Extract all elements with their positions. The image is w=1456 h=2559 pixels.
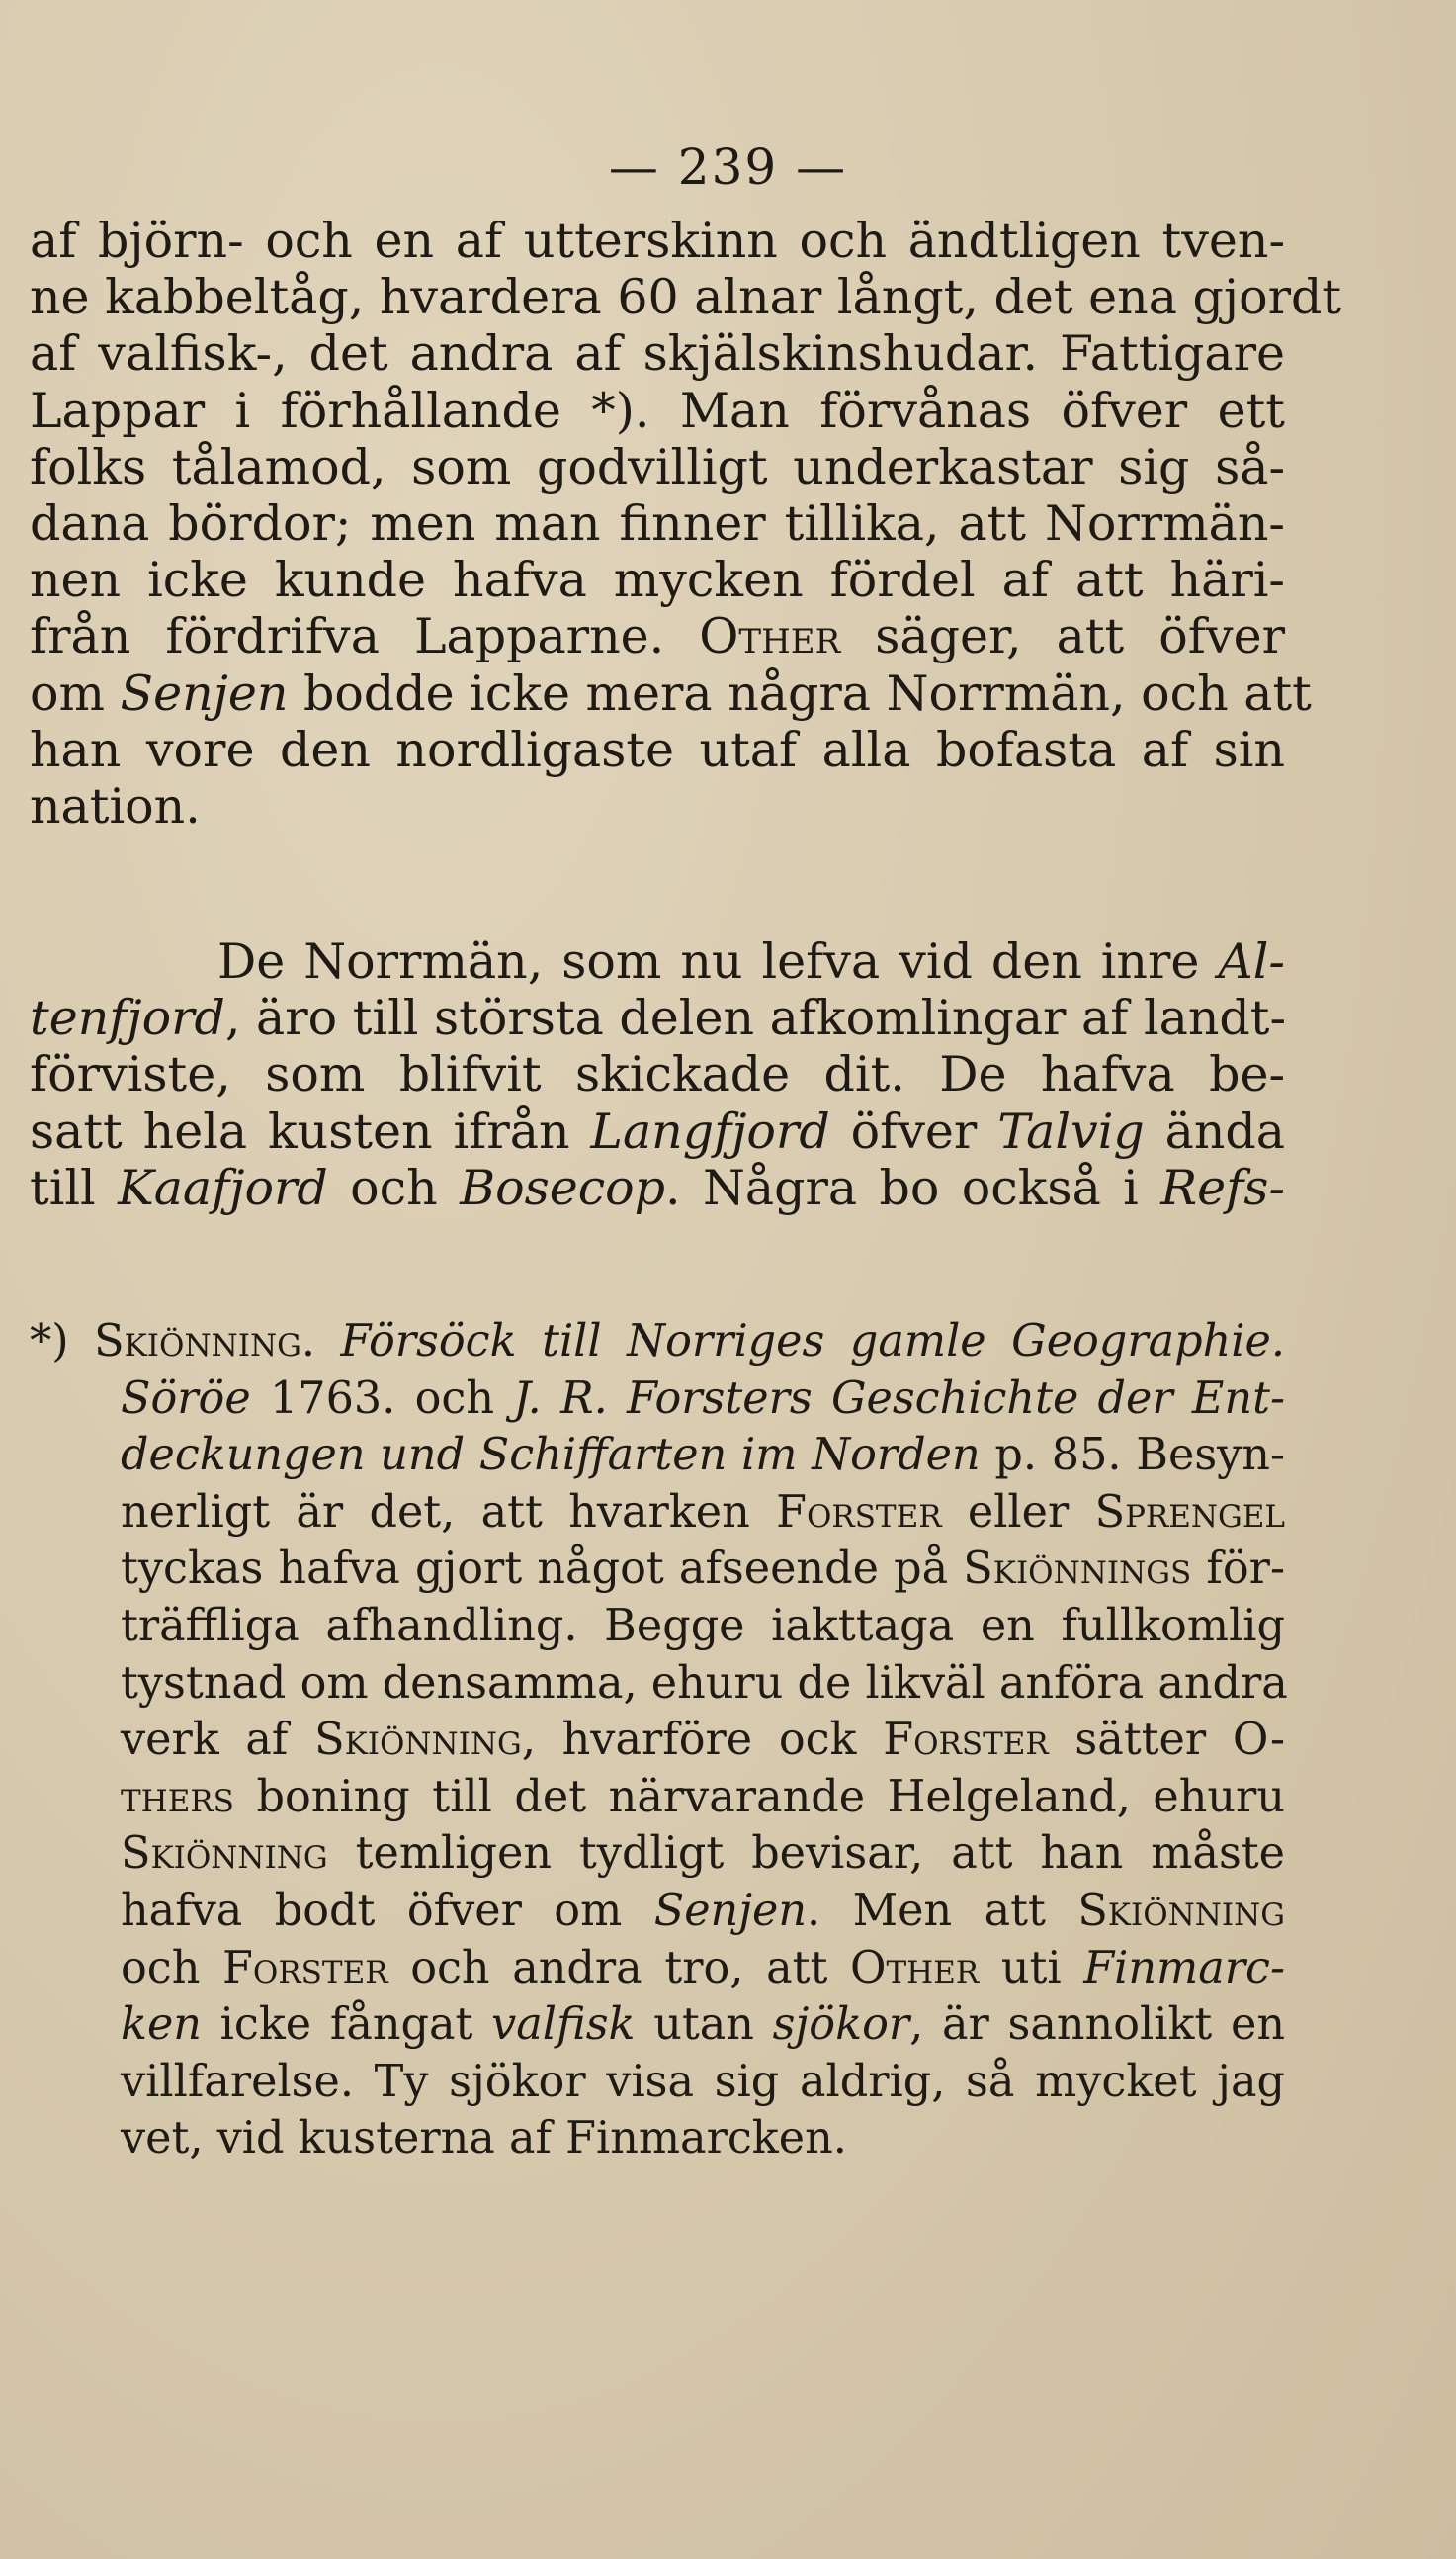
footnote-line: Söröe 1763. och J. R. Forsters Geschichte der Ent- [121,1372,1285,1424]
name-other: Other [699,608,841,665]
place-langfjord: Langfjord [590,1103,830,1160]
footnote-line: vet, vid kusterna af Finmarcken. [121,2113,847,2164]
text-line: ne kabbeltåg, hvardera 60 alnar långt, det ena gjordt [30,269,1342,326]
text-line: nen icke kunde hafva mycken fördel af att häri- [30,552,1285,609]
footnote-line: hafva bodt öfver om Senjen. Men att Skiönning [121,1885,1286,1936]
footnote-line: deckungen und Schiffarten im Norden p. 85. Besyn- [121,1430,1286,1481]
text-line: från fördrifva Lapparne. Other säger, att öfver [30,608,1285,665]
text-line: till Kaafjord och Bosecop. Några bo också i Refs- [30,1159,1285,1216]
text-line: tenfjord, äro till största delen afkomlingar af landt- [30,990,1287,1047]
page-number: — 239 — [608,138,848,196]
footnote-line: tystnad om densamma, ehuru de likväl anföra andra [121,1657,1288,1709]
text-line: folks tålamod, som godvilligt underkastar sig så- [30,438,1285,495]
footnote-line: och Forster och andra tro, att Other uti Finmarc- [121,1942,1285,1993]
text-line: af valfisk-, det andra af skjälskinshudar. Fattigare [30,325,1285,383]
text-line: förviste, som blifvit skickade dit. De hafva be- [30,1046,1285,1103]
footnote [30,1313,1288,2167]
place-bosecop: Bosecop [460,1159,666,1216]
place-altenfjord: Al- [1218,933,1285,990]
text-line: om Senjen bodde icke mera några Norrmän, och att [30,664,1312,722]
paragraph-2 [30,933,1285,1216]
footnote-line: Skiönning temligen tydligt bevisar, att han måste [121,1828,1285,1880]
text-line: satt hela kusten ifrån Langfjord öfver Talvig ända [30,1103,1285,1160]
footnote-line: *) Skiönning. Försöck till Norriges gamle Geographie. [30,1316,1285,1367]
paragraph-1 [30,213,1342,835]
footnote-line: ken icke fångat valfisk utan sjökor, är sannolikt en [121,1999,1286,2051]
footnote-line: nerligt är det, att hvarken Forster eller Sprengel [121,1486,1285,1538]
footnote-line: verk af Skiönning, hvarföre ock Forster sätter O- [121,1715,1285,1766]
footnote-line: tyckas hafva gjort något afseende på Skiönnings för- [121,1544,1285,1595]
place-senjen: Senjen [120,664,289,722]
place-altenfjord-cont: tenfjord [30,990,225,1047]
text-line: dana bördor; men man finner tillika, att Norrmän- [30,494,1285,552]
footnote-line: träffliga afhandling. Begge iakttaga en fullkomlig [121,1600,1285,1651]
place-refsbotn: Refs- [1160,1159,1285,1216]
footnote-marker: *) [30,1316,95,1367]
text-line: Lappar i förhållande *). Man förvånas öfver ett [30,382,1285,439]
footnote-line: thers boning till det närvarande Helgeland, ehuru [121,1771,1285,1822]
text-line: af björn- och en af utterskinn och ändtligen tven- [30,213,1285,269]
text-line: nation. [30,777,201,835]
place-talvig: Talvig [997,1103,1145,1160]
place-kaafjord: Kaafjord [118,1159,328,1216]
text-line: han vore den nordligaste utaf alla bofasta af sin [30,721,1285,778]
text-line: De Norrmän, som nu lefva vid den inre Al- [217,933,1285,990]
footnote-line: villfarelse. Ty sjökor visa sig aldrig, så mycket jag [121,2056,1285,2107]
